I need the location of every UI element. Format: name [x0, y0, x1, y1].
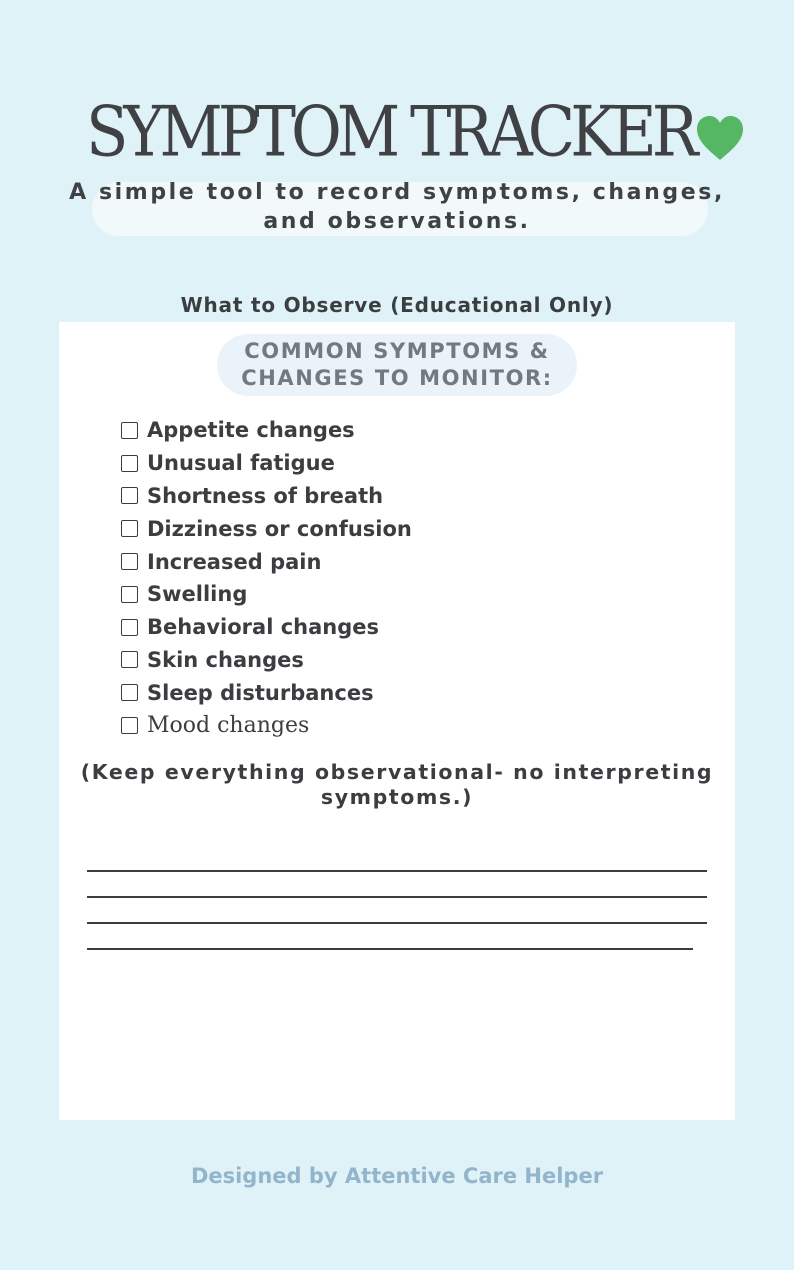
checklist-item[interactable]: [121, 709, 412, 742]
checklist-item-label: Mood changes: [147, 713, 310, 739]
checkbox[interactable]: [121, 619, 138, 636]
checklist-item-label: Sleep disturbances: [147, 680, 374, 705]
observation-card: [59, 322, 735, 1120]
checklist-item-label: Unusual fatigue: [147, 451, 335, 476]
checklist-item[interactable]: [121, 611, 412, 644]
checklist-item[interactable]: [121, 512, 412, 545]
checklist-item[interactable]: [121, 545, 412, 578]
checkbox[interactable]: [121, 422, 138, 439]
checkbox[interactable]: [121, 487, 138, 504]
page-title: SYMPTOM TRACKER: [86, 90, 694, 173]
checkbox[interactable]: [121, 684, 138, 701]
checklist-item[interactable]: [121, 414, 412, 447]
checkbox[interactable]: [121, 586, 138, 603]
checklist-item[interactable]: [121, 644, 412, 677]
checkbox[interactable]: [121, 717, 138, 734]
checklist-item-label: Appetite changes: [147, 418, 355, 443]
checkbox[interactable]: [121, 455, 138, 472]
footer-credit: Designed by Attentive Care Helper: [190, 1164, 604, 1188]
checklist-item[interactable]: [121, 447, 412, 480]
checklist-item[interactable]: [121, 676, 412, 709]
writing-line[interactable]: [87, 898, 707, 924]
subtitle: A simple tool to record symptoms, changes, and observations.: [69, 180, 725, 234]
checkbox[interactable]: [121, 520, 138, 537]
checklist-item-label: Dizziness or confusion: [147, 516, 412, 541]
writing-line[interactable]: [87, 846, 707, 872]
notes-writing-area[interactable]: [87, 846, 707, 950]
writing-line[interactable]: [87, 872, 707, 898]
checklist-item-label: Behavioral changes: [147, 615, 380, 640]
checklist-item[interactable]: [121, 578, 412, 611]
checklist-item[interactable]: [121, 480, 412, 513]
card-heading: COMMON SYMPTOMS & CHANGES TO MONITOR:: [241, 339, 553, 390]
symptom-checklist: [121, 414, 412, 742]
checklist-item-label: Skin changes: [147, 647, 304, 672]
checklist-item-label: Shortness of breath: [147, 483, 384, 508]
writing-line[interactable]: [87, 924, 693, 950]
checklist-item-label: Swelling: [147, 582, 248, 607]
checkbox[interactable]: [121, 553, 138, 570]
checklist-item-label: Increased pain: [147, 549, 322, 574]
title-area: [0, 92, 794, 172]
observational-note: (Keep everything observational- no interpreting symptoms.): [80, 760, 714, 809]
section-heading: What to Observe (Educational Only): [180, 293, 614, 317]
card-heading-pill: [217, 334, 577, 396]
checkbox[interactable]: [121, 651, 138, 668]
heart-icon: [696, 116, 744, 162]
